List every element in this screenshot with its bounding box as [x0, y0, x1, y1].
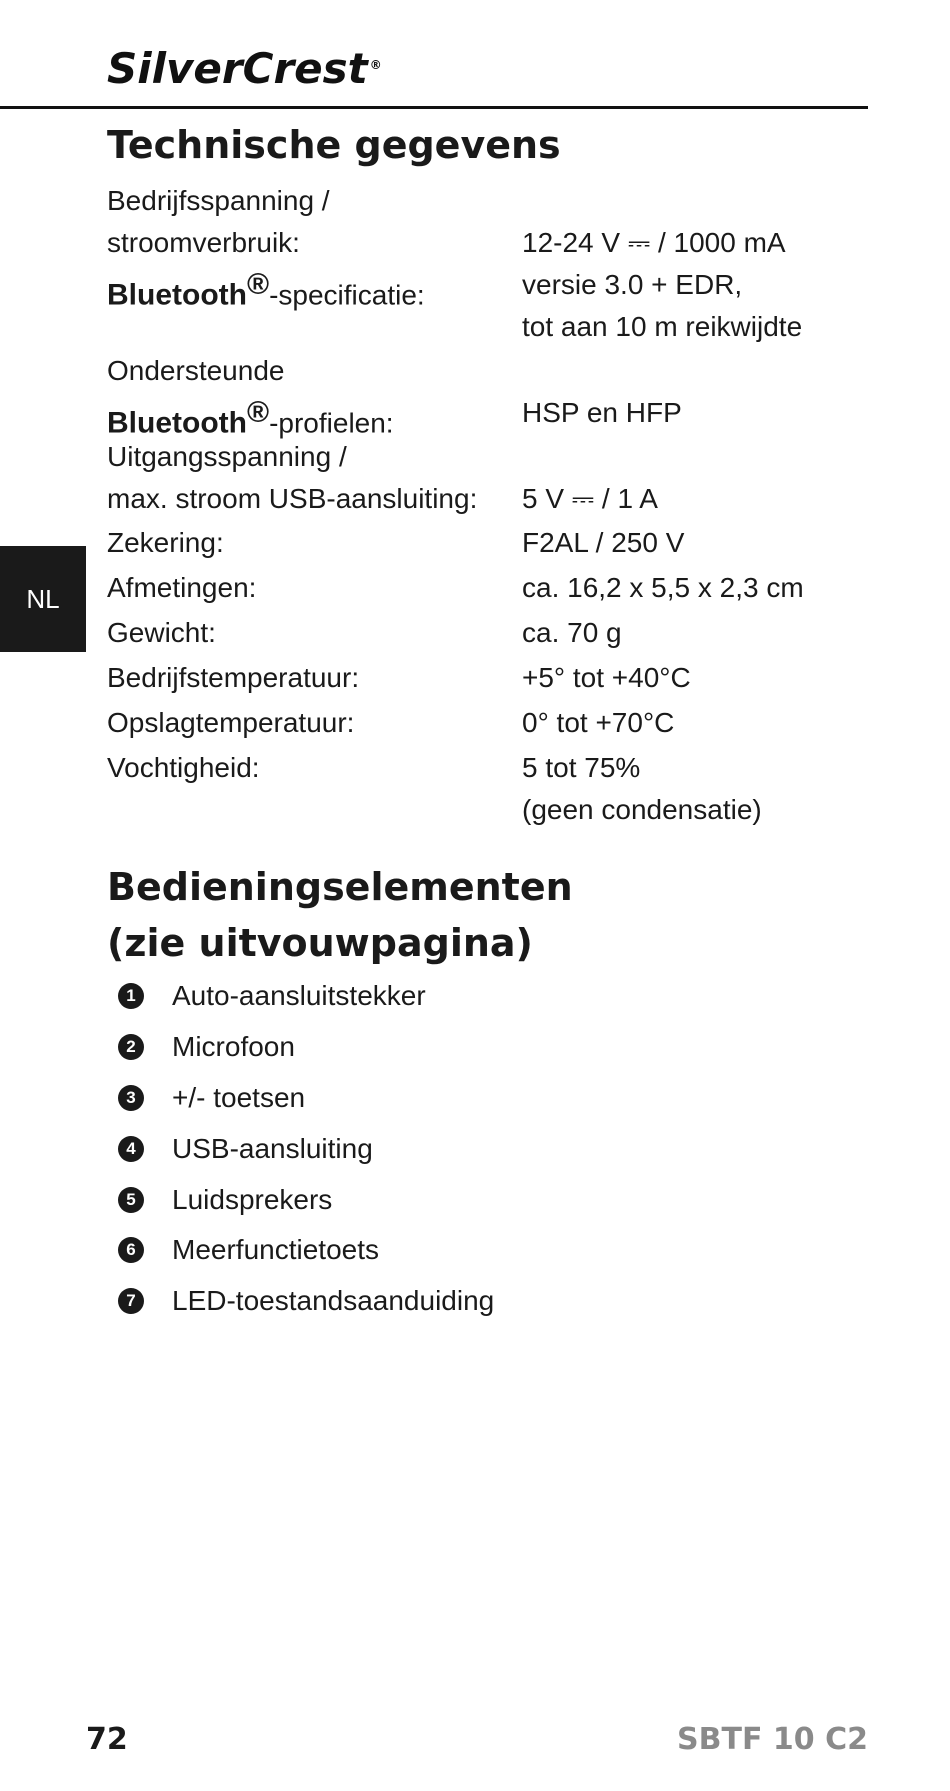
- spec-value: 5 tot 75%: [522, 752, 641, 783]
- control-item: [118, 1078, 305, 1118]
- spec-label: stroomverbruik:: [107, 227, 300, 258]
- model-number: SBTF 10 C2: [677, 1722, 868, 1757]
- spec-value: ca. 70 g: [522, 617, 622, 648]
- spec-label: Afmetingen:: [107, 572, 257, 603]
- control-label: Microfoon: [172, 1031, 295, 1062]
- control-item: [118, 1281, 494, 1321]
- spec-value: (geen condensatie): [522, 794, 762, 825]
- spec-label-suffix: -profielen:: [269, 407, 394, 439]
- spec-label-suffix: -specificatie:: [269, 279, 425, 311]
- control-label: Auto-aansluitstekker: [172, 980, 426, 1011]
- controls-heading: Bedieningselementen: [107, 865, 573, 909]
- number-badge: 1: [118, 983, 144, 1009]
- spec-label: Gewicht:: [107, 617, 216, 648]
- spec-label: Ondersteunde: [107, 355, 285, 386]
- control-label: LED-toestandsaanduiding: [172, 1285, 495, 1316]
- spec-value: +5° tot +40°C: [522, 662, 691, 693]
- number-badge: 7: [118, 1288, 144, 1314]
- tech-heading: Technische gegevens: [107, 123, 561, 167]
- number-badge: 6: [118, 1237, 144, 1263]
- spec-label: Bedrijfstemperatuur:: [107, 662, 360, 693]
- number-badge: 2: [118, 1034, 144, 1060]
- number-badge: 4: [118, 1136, 144, 1162]
- spec-value: 5 V ⎓ / 1 A: [522, 483, 658, 514]
- control-item: [118, 976, 426, 1016]
- number-badge: 3: [118, 1085, 144, 1111]
- brand-logo-text: SilverCrest: [107, 44, 368, 93]
- reg-mark: ®: [246, 396, 270, 429]
- control-label: Luidsprekers: [172, 1184, 333, 1215]
- bluetooth-word: Bluetooth: [107, 278, 247, 312]
- control-item: [118, 1230, 379, 1270]
- control-item: [118, 1129, 373, 1169]
- control-item: [118, 1180, 332, 1220]
- control-label: +/- toetsen: [172, 1082, 306, 1113]
- control-item: [118, 1027, 295, 1067]
- spec-value: versie 3.0 + EDR,: [522, 269, 743, 300]
- bluetooth-word: Bluetooth: [107, 406, 247, 440]
- spec-label: Zekering:: [107, 527, 224, 558]
- spec-label: max. stroom USB-aansluiting:: [107, 483, 478, 514]
- reg-mark: ®: [246, 268, 270, 301]
- spec-value: ca. 16,2 x 5,5 x 2,3 cm: [522, 572, 804, 603]
- spec-value: 0° tot +70°C: [522, 707, 675, 738]
- spec-value: 12-24 V ⎓ / 1000 mA: [522, 227, 786, 258]
- brand-reg-mark: ®: [369, 58, 382, 72]
- header-rule: [0, 106, 868, 109]
- number-badge: 5: [118, 1187, 144, 1213]
- spec-label: Uitgangsspanning /: [107, 441, 347, 472]
- page-number: 72: [86, 1722, 128, 1757]
- control-label: USB-aansluiting: [172, 1133, 373, 1164]
- spec-value: F2AL / 250 V: [522, 527, 685, 558]
- spec-value: tot aan 10 m reikwijdte: [522, 311, 803, 342]
- brand-logo: [107, 44, 382, 93]
- spec-label: [107, 264, 425, 316]
- spec-label: Opslagtemperatuur:: [107, 707, 355, 738]
- spec-label: Bedrijfsspanning /: [107, 185, 330, 216]
- language-tab: NL: [0, 546, 86, 652]
- control-label: Meerfunctietoets: [172, 1234, 379, 1265]
- controls-subheading: (zie uitvouwpagina): [107, 921, 533, 965]
- spec-label: Vochtigheid:: [107, 752, 260, 783]
- spec-value: HSP en HFP: [522, 397, 682, 428]
